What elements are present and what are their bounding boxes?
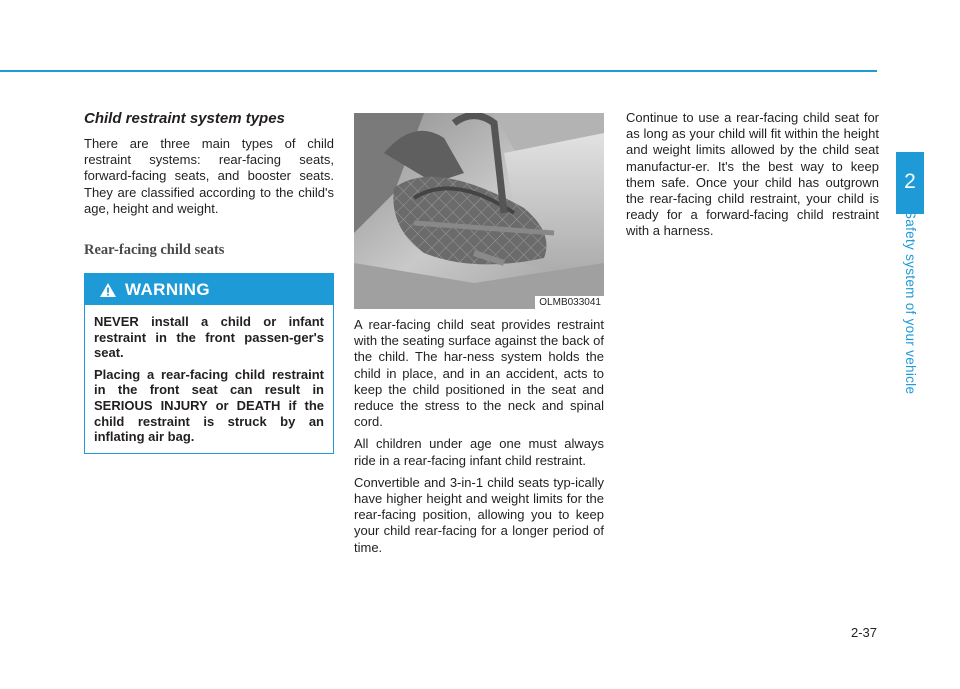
body-paragraph: Convertible and 3-in-1 child seats typ-ically have higher height and weight limits for the rear-facing position, allowing you to keep your child rear-facing for a longer period of time.	[354, 474, 604, 555]
warning-triangle-icon	[99, 282, 117, 298]
column-middle	[354, 113, 604, 556]
chapter-title: Safety system of your vehicle	[903, 210, 918, 395]
section-heading: Rear-facing child seats	[84, 242, 225, 259]
body-paragraph: Continue to use a rear-facing child seat for as long as your child will fit within the height and weight limits allowed by the child seat manufactur-er. It's the best way to keep them safe. Once your child has outgrown the rear-facing child restraint, your child is ready for a forward-facing child restraint with a harness.	[626, 110, 879, 239]
figure-code: OLMB033041	[535, 296, 604, 309]
column-right	[626, 110, 879, 240]
warning-body	[85, 305, 333, 453]
warning-paragraph: Placing a rear-facing child restraint in the front seat can result in SERIOUS INJURY or DEATH if the child restraint is struck by an inflating air bag.	[94, 366, 324, 445]
body-paragraph: All children under age one must always ride in a rear-facing infant child restraint.	[354, 436, 604, 468]
body-paragraph: A rear-facing child seat provides restraint with the seating surface against the back of the child. The har-ness system holds the child in place, and in an accident, acts to keep the child positioned in the seat and reduce the stress to the neck and spinal cord.	[354, 317, 604, 430]
page-number: 2-37	[850, 625, 877, 640]
rear-facing-seat-figure	[354, 113, 604, 309]
warning-header	[85, 274, 333, 305]
intro-paragraph: There are three main types of child restraint systems: rear-facing seats, forward-facing seats, and booster seats. They are classified according to the child's age, height and weight.	[84, 136, 334, 216]
warning-box	[84, 273, 334, 454]
column-left	[84, 110, 334, 454]
header-rule	[0, 70, 877, 72]
subheading: Child restraint system types	[84, 110, 285, 127]
rear-facing-seat-illustration	[354, 113, 604, 309]
chapter-tab[interactable]	[896, 152, 924, 214]
warning-title: WARNING	[125, 279, 210, 299]
chapter-number: 2	[904, 170, 916, 193]
warning-paragraph: NEVER install a child or infant restraint in the front passen-ger's seat.	[94, 314, 324, 361]
